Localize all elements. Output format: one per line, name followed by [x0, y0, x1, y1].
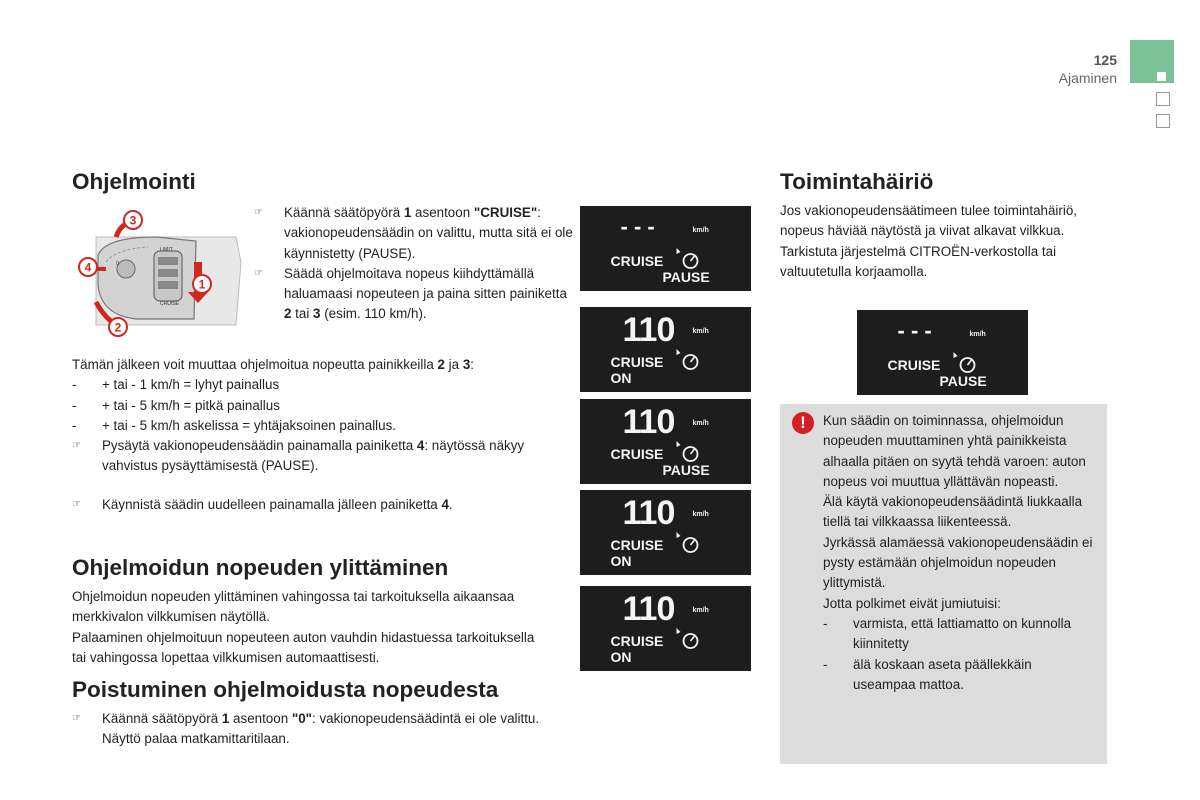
- cruise-display-1: [580, 206, 751, 291]
- chapter-tab: [1130, 40, 1174, 83]
- wheel-notch-2: [158, 269, 178, 277]
- stalk-button: [117, 260, 135, 278]
- malfunction-heading: Toimintahäiriö: [780, 169, 934, 194]
- warning-p3: Jyrkässä alamäessä vakionopeudensäädin ei pysty estämään ohjelmoidun nopeuden ylittymistä.: [823, 534, 1093, 591]
- pause-label: PAUSE: [662, 462, 710, 478]
- cruise-label: CRUISE: [610, 537, 664, 553]
- switch-label-limit: LIMIT: [160, 247, 173, 253]
- malfunction-display: [857, 310, 1028, 395]
- bullet-icon: ☞: [72, 713, 81, 724]
- callout-3-label: 3: [129, 213, 137, 228]
- malfunction-text: Jos vakionopeudensäätimeen tulee toimintahäiriö, nopeus häviää näytöstä ja viivat alkavat vilkkua. Tarkistuta järjestelmä CITROËN-verkostolla tai valtuutetulla korjaamolla.: [780, 203, 1078, 279]
- callout-4-label: 4: [84, 260, 92, 275]
- switch-label-0: 0: [116, 261, 119, 267]
- restart-step: ☞ Käynnistä säädin uudelleen painamalla jälleen painiketta 4.: [72, 495, 572, 515]
- bullet-icon: ☞: [72, 498, 81, 510]
- exit-step: ☞ Käännä säätöpyörä 1 asentoon "0": vakionopeudensäädintä ei ole valittu. Näyttö palaa matkamittaritilaan.: [72, 711, 540, 747]
- adjust-dash-2: - + tai - 5 km/h = pitkä painallus: [72, 397, 280, 413]
- adjust-dash-3: - + tai - 5 km/h askelissa = yhtäjaksoinen painallus.: [72, 417, 397, 433]
- tab-square-2: [1156, 114, 1170, 128]
- cruise-label: CRUISE: [610, 446, 664, 462]
- pause-label: PAUSE: [662, 269, 710, 285]
- exit-text: [72, 709, 562, 750]
- warning-dash-1: - varmista, että lattiamatto on kunnolla kiinnitetty: [823, 615, 1072, 652]
- warning-dash-2: - älä koskaan aseta päällekkäin useampaa mattoa.: [823, 656, 1032, 692]
- wheel-notch-3: [158, 281, 178, 289]
- warning-text: [823, 411, 1093, 695]
- overspeed-heading: Ohjelmoidun nopeuden ylittäminen: [72, 555, 449, 580]
- bullet-icon: ☞: [72, 440, 81, 452]
- warning-p2: Älä käytä vakionopeudensäädintä liukkaalla tiellä tai vilkkaassa liikenteessä.: [823, 494, 1083, 530]
- speed-dashes: - - -: [897, 318, 932, 343]
- overspeed-p2: Palaaminen ohjelmoituun nopeuteen auton vauhdin hidastuessa tarkoituksella tai vahingossa lopettaa vilkkumisen automaattisesti.: [72, 629, 535, 665]
- programming-heading: Ohjelmointi: [72, 169, 196, 194]
- programming-steps: [254, 203, 574, 325]
- on-label: ON: [610, 370, 632, 386]
- stop-step: ☞ Pysäytä vakionopeudensäädin painamalla painiketta 4: näytössä näkyy vahvistus pysäyttämisestä (PAUSE).: [72, 438, 525, 474]
- overspeed-text: [72, 587, 542, 668]
- cruise-label: CRUISE: [610, 253, 664, 269]
- page-number: 125: [1093, 52, 1117, 68]
- cruise-label: CRUISE: [610, 633, 664, 649]
- step-2: ☞ Säädä ohjelmoitava nopeus kiihdyttämällä haluamaasi nopeuteen ja paina sitten painiketta 2 tai 3 (esim. 110 km/h).: [254, 265, 567, 322]
- speed-unit: km/h: [692, 607, 709, 614]
- cruise-display-5: [580, 586, 751, 671]
- tab-square-1: [1156, 92, 1170, 106]
- callout-1-label: 1: [198, 277, 206, 292]
- section-title: Ajaminen: [1058, 70, 1117, 86]
- adjust-dash-1: - + tai - 1 km/h = lyhyt painallus: [72, 377, 280, 393]
- cruise-stalk-illustration: [76, 207, 244, 342]
- pause-label: PAUSE: [939, 373, 987, 389]
- speed-dashes: - - -: [620, 214, 655, 239]
- on-label: ON: [610, 649, 632, 665]
- bullet-icon: ☞: [254, 267, 263, 279]
- switch-label-cruise: CRUISE: [160, 301, 179, 307]
- programming-adjust: [72, 355, 572, 515]
- speed-readout: 110: [622, 403, 675, 441]
- callout-2-label: 2: [114, 320, 122, 335]
- cruise-display-4: [580, 490, 751, 575]
- cruise-display-3: [580, 399, 751, 484]
- speed-readout: 110: [622, 311, 675, 349]
- speed-readout: 110: [622, 494, 675, 532]
- warning-icon: !: [792, 412, 814, 434]
- cruise-label: CRUISE: [610, 354, 664, 370]
- speed-unit: km/h: [692, 328, 709, 335]
- speed-unit: km/h: [692, 420, 709, 427]
- speed-unit: km/h: [692, 511, 709, 518]
- warning-p4: Jotta polkimet eivät jumiutuisi:: [823, 595, 1001, 611]
- exit-heading: Poistuminen ohjelmoidusta nopeudesta: [72, 677, 499, 702]
- on-label: ON: [610, 553, 632, 569]
- cruise-label: CRUISE: [887, 357, 941, 373]
- warning-p1: Kun säädin on toiminnassa, ohjelmoidun nopeuden muuttaminen yhtä painikkeista alhaalla pitäen on syytä tehdä varoen: auton nopeus voi muuttua yllättävän nopeasti.: [823, 413, 1086, 489]
- bullet-icon: ☞: [254, 207, 263, 218]
- speed-readout: 110: [622, 590, 675, 628]
- overspeed-p1: Ohjelmoidun nopeuden ylittäminen vahingossa tai tarkoituksella aikaansaa merkkivalon vilkkumisen näytöllä.: [72, 589, 515, 625]
- cruise-display-2: [580, 307, 751, 392]
- speed-unit: km/h: [692, 227, 709, 234]
- adjust-intro: Tämän jälkeen voit muuttaa ohjelmoitua nopeutta painikkeilla 2 ja 3:: [72, 357, 474, 372]
- step-1: ☞ Käännä säätöpyörä 1 asentoon "CRUISE": vakionopeudensäädin on valittu, mutta sitä ei ole käynnistetty (PAUSE).: [254, 205, 573, 261]
- wheel-notch-1: [158, 257, 178, 265]
- chapter-tab-marker: [1157, 72, 1166, 81]
- speed-unit: km/h: [969, 331, 986, 338]
